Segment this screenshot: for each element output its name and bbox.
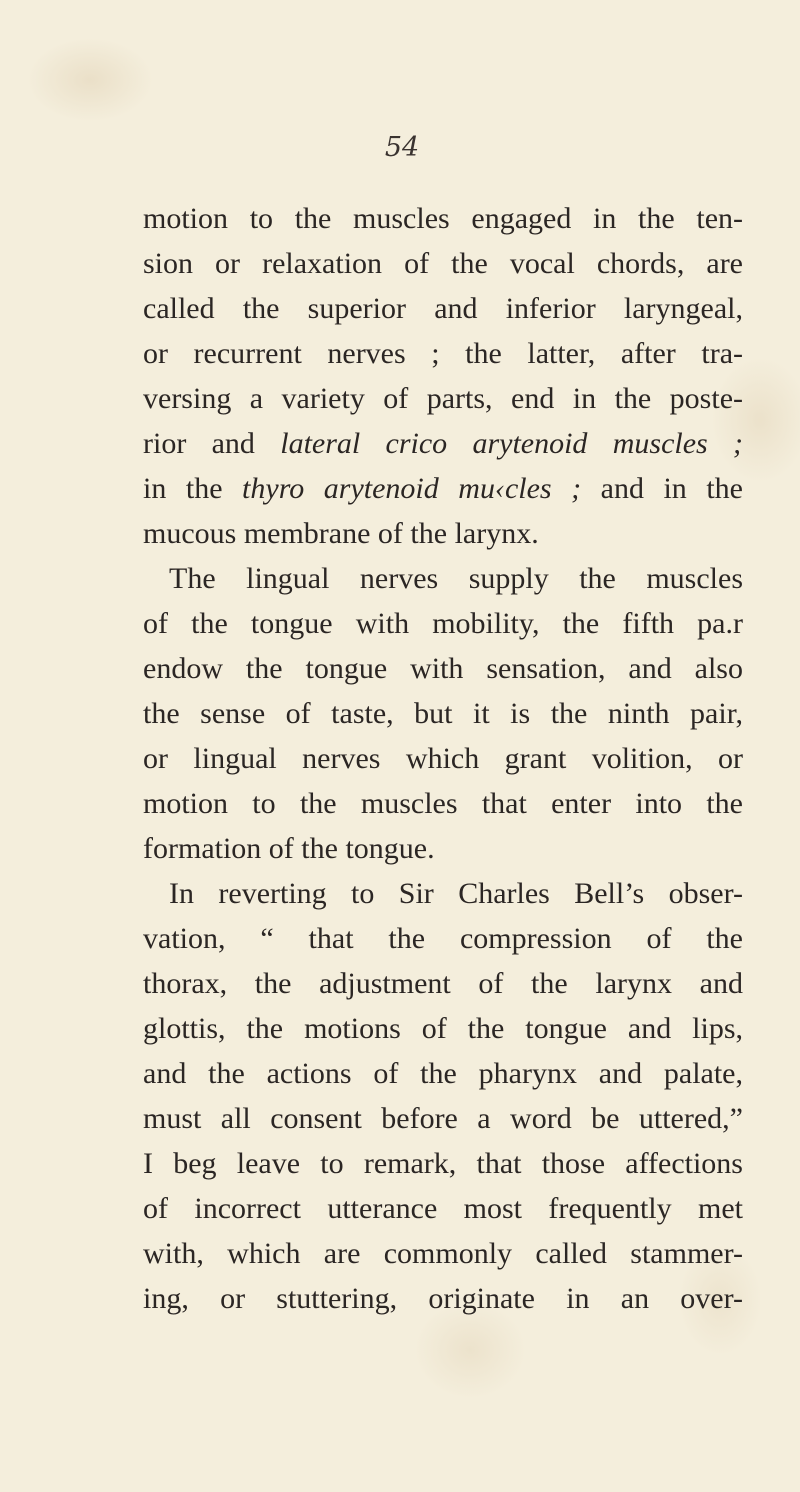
- text-line: endow the tongue with sensation, and also: [143, 652, 743, 685]
- text-line: or recurrent nerves ; the latter, after tra-: [143, 337, 743, 370]
- text-line: sion or relaxation of the vocal chords, are: [143, 247, 743, 280]
- text-line: mucous membrane of the larynx.: [143, 517, 539, 550]
- text-run: and in the: [581, 472, 743, 505]
- body-text: [143, 196, 743, 1321]
- text-line: versing a variety of parts, end in the poste-: [143, 382, 743, 415]
- italic-text-run: lateral crico arytenoid muscles ;: [280, 427, 743, 460]
- text-line: thorax, the adjustment of the larynx and: [143, 967, 743, 1000]
- text-run: rior and: [143, 427, 281, 460]
- text-line: of the tongue with mobility, the fifth pa.r: [143, 607, 743, 640]
- text-line: or lingual nerves which grant volition, or: [143, 742, 743, 775]
- text-line: The lingual nerves supply the muscles: [169, 562, 743, 595]
- text-line: motion to the muscles engaged in the ten-: [143, 202, 743, 235]
- italic-text-run: thyro arytenoid mu‹cles ;: [242, 472, 582, 505]
- text-line: the sense of taste, but it is the ninth pair,: [143, 697, 743, 730]
- text-line: [143, 421, 743, 466]
- text-line: glottis, the motions of the tongue and lips,: [143, 1012, 743, 1045]
- text-line: I beg leave to remark, that those affections: [143, 1147, 743, 1180]
- text-line: with, which are commonly called stammer-: [143, 1237, 743, 1270]
- text-run: in the: [143, 472, 243, 505]
- text-line: of incorrect utterance most frequently met: [143, 1192, 743, 1225]
- text-line: and the actions of the pharynx and palate,: [143, 1057, 743, 1090]
- text-line: ing, or stuttering, originate in an over-: [143, 1282, 743, 1315]
- page-number: 54: [384, 132, 420, 163]
- text-line: vation, “ that the compression of the: [143, 922, 743, 955]
- text-line: called the superior and inferior laryngeal,: [143, 292, 743, 325]
- text-line: must all consent before a word be uttered,”: [143, 1102, 743, 1135]
- text-line: formation of the tongue.: [143, 832, 435, 865]
- text-line: In reverting to Sir Charles Bell’s obser-: [169, 877, 743, 910]
- text-line: motion to the muscles that enter into the: [143, 787, 743, 820]
- text-line: [143, 466, 743, 511]
